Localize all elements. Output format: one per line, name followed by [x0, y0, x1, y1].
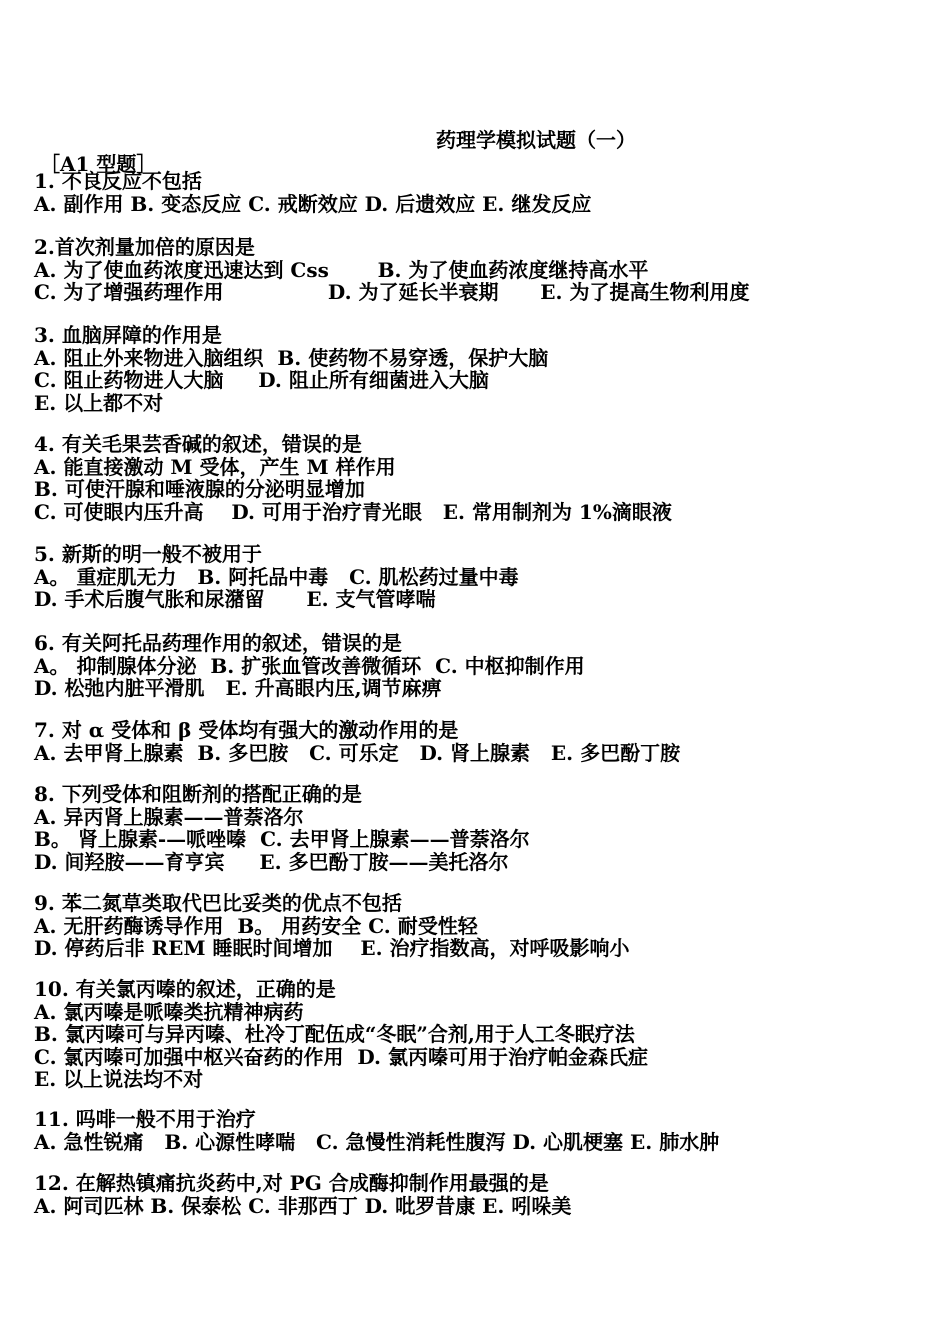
question-stem: 12. 在解热镇痛抗炎药中,对 PG 合成酶抑制作用最强的是: [34, 1171, 549, 1195]
question-stem: 11. 吗啡一般不用于治疗: [34, 1107, 256, 1131]
answer-options: A. 阿司匹林 B. 保泰松 C. 非那西丁 D. 吡罗昔康 E. 吲哚美: [34, 1193, 572, 1218]
answer-options: C. 为了增强药理作用 D. 为了延长半衰期 E. 为了提高生物利用度: [34, 280, 750, 304]
answer-options: E. 以上都不对: [34, 390, 164, 415]
question-stem: 7. 对 α 受体和 β 受体均有强大的激动作用的是: [34, 718, 459, 742]
answer-options: C. 阻止药物进人大脑 D. 阻止所有细菌进入大脑: [34, 368, 489, 392]
answer-options: C. 氯丙嗪可加强中枢兴奋药的作用 D. 氯丙嗪可用于治疗帕金森氏症: [34, 1044, 648, 1069]
question-5: [34, 543, 934, 611]
question-stem: 8. 下列受体和阻断剂的搭配正确的是: [34, 782, 362, 806]
question-2: [34, 236, 934, 304]
answer-options: B. 氯丙嗪可与异丙嗪、杜冷丁配伍成“冬眠”合剂,用于人工冬眠疗法: [34, 1022, 635, 1046]
question-stem: 10. 有关氯丙嗪的叙述，正确的是: [34, 977, 336, 1001]
answer-options: D. 停药后非 REM 睡眠时间增加 E. 治疗指数高，对呼吸影响小: [34, 936, 630, 960]
answer-options: D. 手术后腹气胀和尿潴留 E. 支气管哮喘: [34, 587, 436, 611]
question-12: [34, 1172, 934, 1217]
answer-options: A. 为了使血药浓度迅速达到 Css B. 为了使血药浓度继持高水平: [34, 257, 649, 282]
answer-options: B。 肾上腺素-—哌唑嗪 C. 去甲肾上腺素——普萘洛尔: [34, 827, 530, 851]
answer-options: A. 去甲肾上腺素 B. 多巴胺 C. 可乐定 D. 肾上腺素 E. 多巴酚丁胺: [34, 740, 681, 765]
question-10: [34, 978, 934, 1091]
answer-options: E. 以上说法均不对: [34, 1067, 204, 1091]
answer-options: D. 松弛内脏平滑肌 E. 升高眼内压,调节麻痹: [34, 676, 442, 700]
question-6: [34, 632, 934, 700]
answer-options: A. 无肝药酶诱导作用 B。 用药安全 C. 耐受性轻: [34, 913, 478, 938]
section-heading: ［A1 型题］: [40, 152, 157, 176]
question-stem: 5. 新斯的明一般不被用于: [34, 542, 262, 566]
question-1: [34, 170, 934, 215]
answer-options: A。 抑制腺体分泌 B. 扩张血管改善微循环 C. 中枢抑制作用: [34, 653, 585, 678]
answer-options: A. 急性锐痛 B. 心源性哮喘 C. 急慢性消耗性腹泻 D. 心肌梗塞 E. 肺水肿: [34, 1129, 720, 1154]
answer-options: A. 副作用 B. 变态反应 C. 戒断效应 D. 后遗效应 E. 继发反应: [34, 191, 592, 216]
question-9: [34, 892, 934, 960]
question-3: [34, 324, 934, 414]
question-stem: 9. 苯二氮草类取代巴比妥类的优点不包括: [34, 891, 402, 915]
answer-options: D. 间羟胺——育亨宾 E. 多巴酚丁胺——美托洛尔: [34, 849, 509, 874]
answer-options: A. 异丙肾上腺素——普萘洛尔: [34, 804, 304, 829]
answer-options: B. 可使汗腺和唾液腺的分泌明显增加: [34, 477, 365, 501]
answer-options: A. 氯丙嗪是哌嗪类抗精神病药: [34, 999, 304, 1024]
answer-options: C. 可使眼内压升高 D. 可用于治疗青光眼 E. 常用制剂为 1%滴眼液: [34, 499, 672, 524]
page-title: 药理学模拟试题（一）: [436, 128, 636, 152]
question-7: [34, 719, 934, 764]
question-stem: 4. 有关毛果芸香碱的叙述，错误的是: [34, 432, 362, 456]
question-stem: 3. 血脑屏障的作用是: [34, 323, 222, 347]
question-4: [34, 433, 934, 523]
question-stem: 6. 有关阿托品药理作用的叙述，错误的是: [34, 631, 402, 655]
question-8: [34, 783, 934, 873]
question-stem: 1. 不良反应不包括: [34, 169, 202, 193]
question-11: [34, 1108, 934, 1153]
answer-options: A. 能直接激动 M 受体，产生 M 样作用: [34, 454, 396, 479]
answer-options: A. 阻止外来物进入脑组织 B. 使药物不易穿透，保护大脑: [34, 345, 549, 370]
question-stem: 2.首次剂量加倍的原因是: [34, 235, 255, 259]
answer-options: A。 重症肌无力 B. 阿托品中毒 C. 肌松药过量中毒: [34, 564, 519, 589]
